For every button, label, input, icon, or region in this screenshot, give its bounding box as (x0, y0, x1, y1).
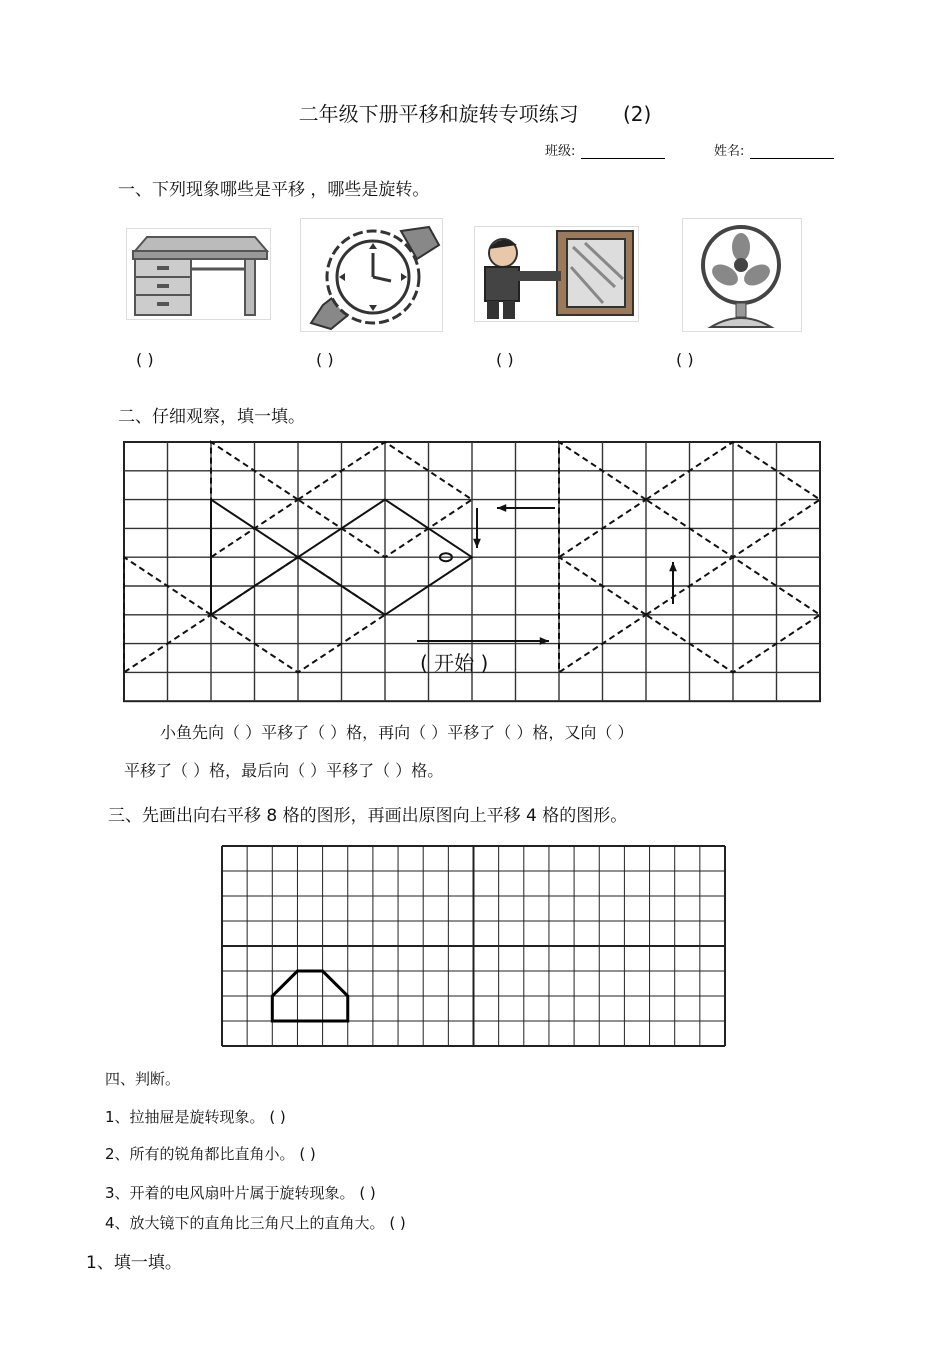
boy-window-image (474, 226, 639, 322)
page-title: 二年级下册平移和旋转专项练习 (2) (298, 102, 652, 126)
judge-item-3[interactable]: 3、开着的电风扇叶片属于旋转现象。 ( ) (105, 1184, 376, 1202)
answer-blank-4[interactable]: ( ) (676, 350, 694, 369)
desk-drawer-image (126, 228, 271, 320)
answer-blank-1[interactable]: ( ) (136, 350, 154, 369)
answer-blank-3[interactable]: ( ) (496, 350, 514, 369)
section1-heading: 一、下列现象哪些是平移 ，哪些是旋转。 (118, 180, 430, 200)
judge-item-4[interactable]: 4、放大镜下的直角比三角尺上的直角大。 ( ) (105, 1214, 406, 1232)
section5-heading: 1、填一填。 (86, 1253, 182, 1273)
class-input-line[interactable] (581, 144, 665, 159)
fill-line-1: 小鱼先向（ ）平移了（ ）格，再向（ ）平移了（ ）格，又向（ ） (160, 723, 634, 742)
start-label: ( 开始 ) (420, 651, 489, 675)
electric-fan-image (682, 218, 802, 332)
class-field: 班级: (545, 140, 665, 159)
name-field: 姓名: (714, 140, 834, 159)
judge-item-1[interactable]: 1、拉抽屉是旋转现象。 ( ) (105, 1108, 286, 1126)
answer-blank-2[interactable]: ( ) (316, 350, 334, 369)
drawing-grid[interactable] (221, 845, 726, 1048)
fill-line-2: 平移了（ ）格，最后向（ ）平移了（ ）格。 (124, 761, 444, 780)
judge-item-2[interactable]: 2、所有的锐角都比直角小。 ( ) (105, 1145, 316, 1163)
section2-heading: 二、仔细观察，填一填。 (118, 407, 305, 427)
name-input-line[interactable] (750, 144, 834, 159)
section3-heading: 三、先画出向右平移 8 格的图形，再画出原图向上平移 4 格的图形。 (108, 806, 628, 826)
watch-image (300, 218, 443, 332)
section4-heading: 四、判断。 (105, 1070, 181, 1088)
